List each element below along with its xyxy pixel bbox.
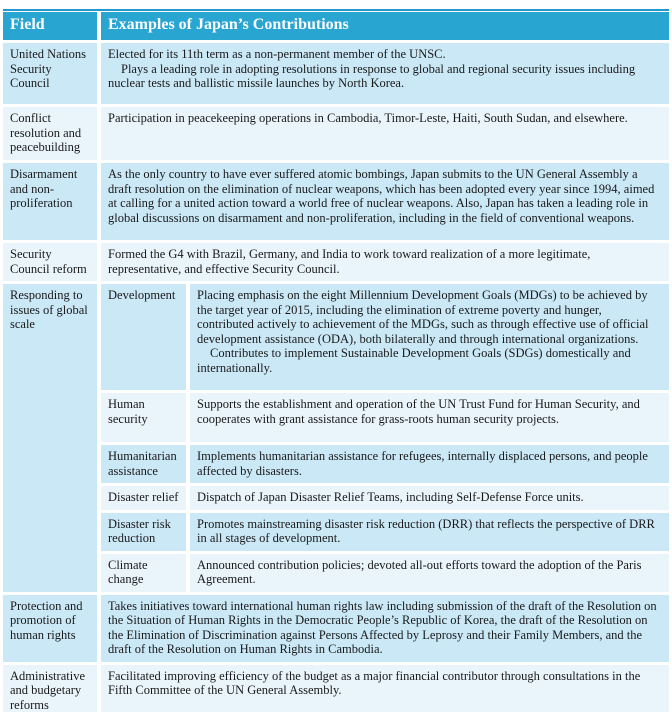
sub-content-cell xyxy=(190,486,669,510)
sub-table xyxy=(101,284,669,592)
sub-content-cell xyxy=(190,554,669,592)
table-row xyxy=(3,163,669,240)
content-paragraph: Announced contribution policies; devoted all-out efforts toward the adoption of the Paris Agreement. xyxy=(197,557,642,586)
field-cell: Responding to issues of global scale xyxy=(3,284,97,592)
content-paragraph: Formed the G4 with Brazil, Germany, and India to work toward realization of a more legitimate, representative, and effective Security Council. xyxy=(108,247,591,276)
table-row xyxy=(3,107,669,160)
field-cell: Protection and promotion of human rights xyxy=(3,595,97,662)
table-row xyxy=(3,665,669,712)
content-paragraph: Placing emphasis on the eight Millennium Development Goals (MDGs) to be achieved by the target year of 2015, including the elimination of extreme poverty and hunger, contributed actively to achievement of the MDGs, such as through effective use of official development assistance (ODA), both bilaterally and through international organizations. xyxy=(197,288,649,346)
header-field: Field xyxy=(3,12,97,40)
content-paragraph: Promotes mainstreaming disaster risk reduction (DRR) that reflects the perspective of DRR in all stages of development. xyxy=(197,516,655,545)
content-paragraph: Facilitated improving efficiency of the budget as a major financial contributor through consultations in the Fifth Committee of the UN General Assembly. xyxy=(108,668,641,697)
sub-field-cell: Human security xyxy=(101,393,186,442)
table-header-row xyxy=(3,12,669,40)
sub-row xyxy=(101,284,669,390)
field-cell: Conflict resolution and peacebuilding xyxy=(3,107,97,160)
content-cell xyxy=(101,665,669,712)
content-paragraph: Supports the establishment and operation of the UN Trust Fund for Human Security, and cooperates with grant assistance for grass-roots human security projects. xyxy=(197,397,640,426)
sub-content-cell xyxy=(190,513,669,551)
table-row-nested xyxy=(3,284,669,592)
content-paragraph: Implements humanitarian assistance for refugees, internally displaced persons, and people affected by disasters. xyxy=(197,449,648,478)
content-cell xyxy=(101,243,669,281)
header-examples: Examples of Japan’s Contributions xyxy=(101,12,669,40)
sub-content-cell xyxy=(190,445,669,483)
content-paragraph: Plays a leading role in adopting resolutions in response to global and regional security issues including nuclear tests and ballistic missile launches by North Korea. xyxy=(108,61,636,90)
sub-content-cell xyxy=(190,393,669,442)
field-cell: Security Council reform xyxy=(3,243,97,281)
sub-row xyxy=(101,393,669,442)
field-cell: United Nations Security Council xyxy=(3,43,97,104)
content-paragraph: Contributes to implement Sustainable Development Goals (SDGs) domestically and internationally. xyxy=(197,346,631,375)
content-paragraph: Elected for its 11th term as a non-permanent member of the UNSC. xyxy=(108,47,446,61)
sub-row xyxy=(101,445,669,483)
table-row xyxy=(3,595,669,662)
table-row xyxy=(3,43,669,104)
content-cell xyxy=(101,107,669,160)
sub-content-cell xyxy=(190,284,669,390)
content-paragraph: Participation in peacekeeping operations in Cambodia, Timor-Leste, Haiti, South Sudan, and elsewhere. xyxy=(108,111,628,125)
sub-row xyxy=(101,513,669,551)
top-rule xyxy=(3,9,669,11)
content-paragraph: Dispatch of Japan Disaster Relief Teams, including Self-Defense Force units. xyxy=(197,490,584,504)
sub-row xyxy=(101,486,669,510)
table-row xyxy=(3,243,669,281)
sub-row xyxy=(101,554,669,592)
sub-field-cell: Development xyxy=(101,284,186,390)
content-paragraph: Takes initiatives toward international human rights law including submission of the draft of the Resolution on the Situation of Human Rights in the Democratic People’s Republic of Korea, the draft of the Resolution on the Elimination of Discrimination against Persons Affected by Leprosy and their Family Members, and the draft of the Resolution on Human Rights in Cambodia. xyxy=(108,598,657,656)
content-cell xyxy=(101,595,669,662)
contributions-table xyxy=(3,12,669,712)
content-cell xyxy=(101,163,669,240)
sub-field-cell: Disaster relief xyxy=(101,486,186,510)
field-cell: Disarmament and non-proliferation xyxy=(3,163,97,240)
content-paragraph: As the only country to have ever suffered atomic bombings, Japan submits to the UN General Assembly a draft resolution on the elimination of nuclear weapons, which has been adopted every year since 1994, aimed at calling for a united action toward a world free of nuclear weapons. Also, Japan has taken a leading role in global discussions on disarmament and non-proliferation, including in the field of conventional weapons. xyxy=(108,167,655,225)
sub-field-cell: Humanitarian assistance xyxy=(101,445,186,483)
content-cell xyxy=(101,43,669,104)
sub-field-cell: Disaster risk reduction xyxy=(101,513,186,551)
sub-field-cell: Climate change xyxy=(101,554,186,592)
field-cell: Administrative and budgetary reforms xyxy=(3,665,97,712)
